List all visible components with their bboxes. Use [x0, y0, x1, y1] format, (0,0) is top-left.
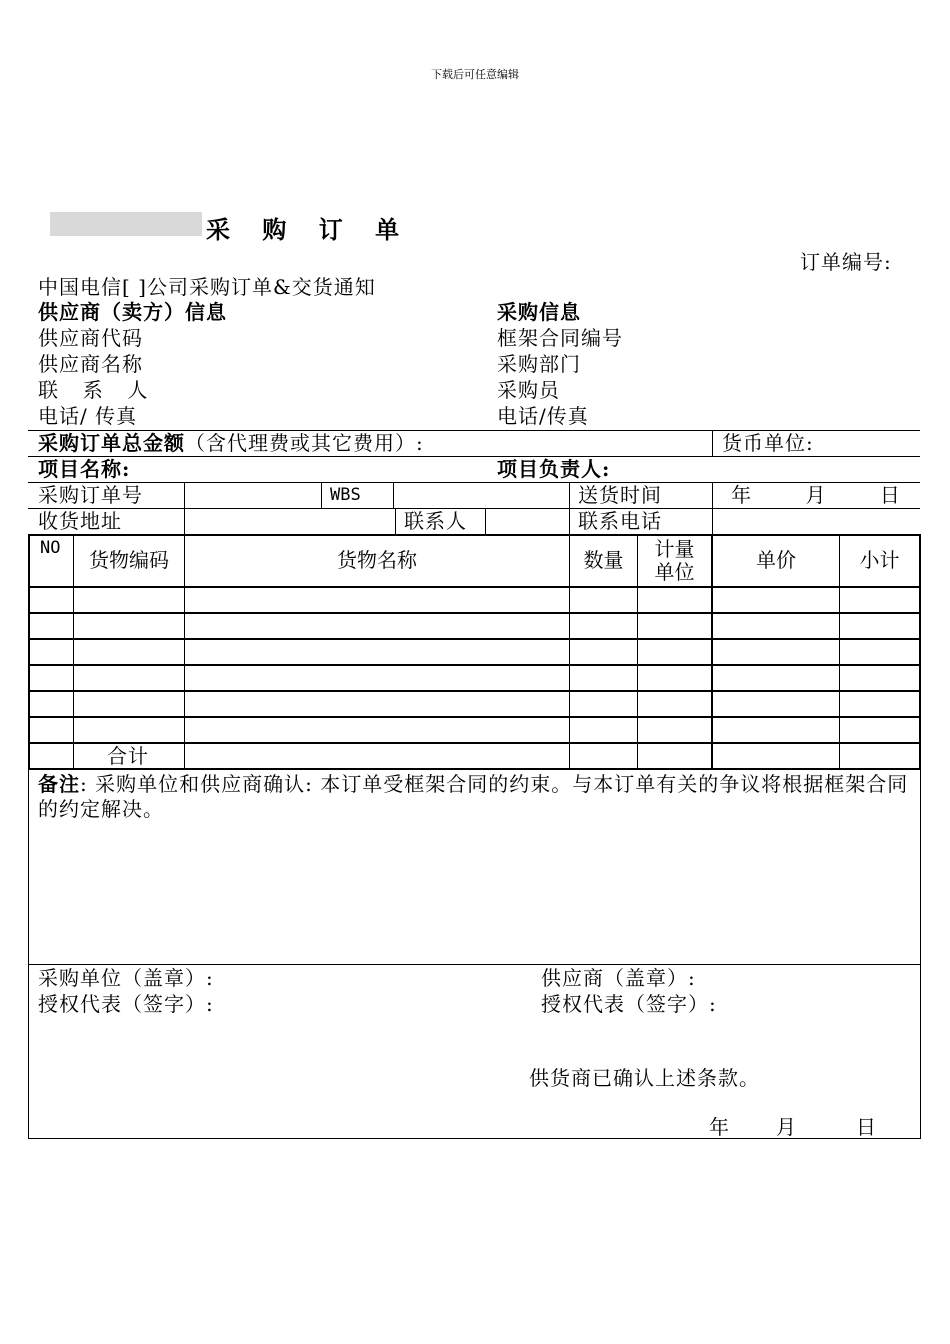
divider	[28, 638, 921, 640]
contact-label: 联系人	[404, 509, 467, 533]
col-header-subtotal: 小计	[859, 548, 900, 572]
divider	[28, 508, 920, 509]
wbs-label: WBS	[330, 485, 361, 505]
supplier-heading: 供应商（卖方）信息	[38, 300, 227, 324]
po-number-label: 采购订单号	[38, 483, 143, 507]
currency-unit-label: 货币单位:	[722, 431, 814, 455]
supplier-contact-label: 联 系 人	[38, 378, 152, 402]
date-year-label: 年	[709, 1115, 730, 1139]
divider	[28, 768, 921, 770]
divider	[393, 482, 394, 508]
title-highlight	[50, 212, 202, 236]
supplier-code-label: 供应商代码	[38, 326, 143, 350]
purchase-heading: 采购信息	[497, 300, 581, 324]
buyer-rep-sign-label: 授权代表（签字）:	[38, 992, 214, 1016]
total-amount-label-rest: （含代理费或其它费用）:	[185, 431, 424, 455]
col-header-code: 货物编码	[89, 548, 169, 572]
supplier-name-label: 供应商名称	[38, 352, 143, 376]
date-day-label: 日	[856, 1115, 877, 1139]
col-header-no: NO	[40, 538, 61, 558]
delivery-time-label: 送货时间	[578, 483, 662, 507]
divider	[28, 612, 921, 614]
total-amount-label-bold: 采购订单总金额	[38, 431, 185, 455]
divider	[28, 768, 29, 1138]
page-title: 采 购 订 单	[206, 215, 412, 244]
divider	[28, 534, 30, 770]
col-header-price: 单价	[756, 548, 796, 572]
buyer-label: 采购员	[497, 378, 560, 402]
purchase-department-label: 采购部门	[497, 352, 581, 376]
divider	[28, 716, 921, 718]
project-owner-label: 项目负责人:	[497, 457, 611, 481]
divider	[919, 534, 921, 770]
supplier-phone-label: 电话/ 传真	[38, 404, 138, 428]
delivery-date: 年 月 日	[731, 483, 901, 507]
contact-phone-label: 联系电话	[578, 509, 662, 533]
contract-number-label: 框架合同编号	[497, 326, 623, 350]
remarks	[38, 772, 913, 822]
purchase-phone-label: 电话/传真	[497, 404, 589, 428]
col-header-qty: 数量	[583, 548, 624, 572]
divider	[485, 508, 486, 534]
supplier-seal-label: 供应商（盖章）:	[541, 966, 696, 990]
subtitle: 中国电信[ ]公司采购订单&交货通知	[38, 275, 376, 299]
remarks-label: 备注	[38, 772, 80, 796]
supplier-confirm-text: 供货商已确认上述条款。	[529, 1066, 760, 1090]
supplier-rep-sign-label: 授权代表（签字）:	[541, 992, 717, 1016]
remarks-text: : 采购单位和供应商确认: 本订单受框架合同的约束。与本订单有关的争议将根据框架合同的约定解决。	[38, 772, 909, 821]
divider	[28, 456, 920, 457]
divider	[920, 768, 921, 1138]
order-number-label: 订单编号:	[800, 250, 892, 274]
divider	[28, 690, 921, 692]
total-row-label: 合计	[107, 744, 149, 768]
col-header-name: 货物名称	[337, 548, 417, 572]
divider	[28, 964, 920, 965]
date-month-label: 月	[776, 1115, 797, 1139]
project-name-label: 项目名称:	[38, 457, 131, 481]
col-header-unit: 计量 单位	[654, 536, 695, 584]
header-note: 下载后可任意编辑	[431, 68, 519, 81]
divider	[28, 664, 921, 666]
divider	[395, 508, 396, 534]
buyer-unit-seal-label: 采购单位（盖章）:	[38, 966, 214, 990]
divider	[321, 482, 322, 508]
divider	[712, 430, 713, 456]
delivery-address-label: 收货地址	[38, 509, 122, 533]
total-amount-label	[38, 431, 424, 455]
divider	[28, 586, 921, 588]
divider	[28, 742, 921, 744]
